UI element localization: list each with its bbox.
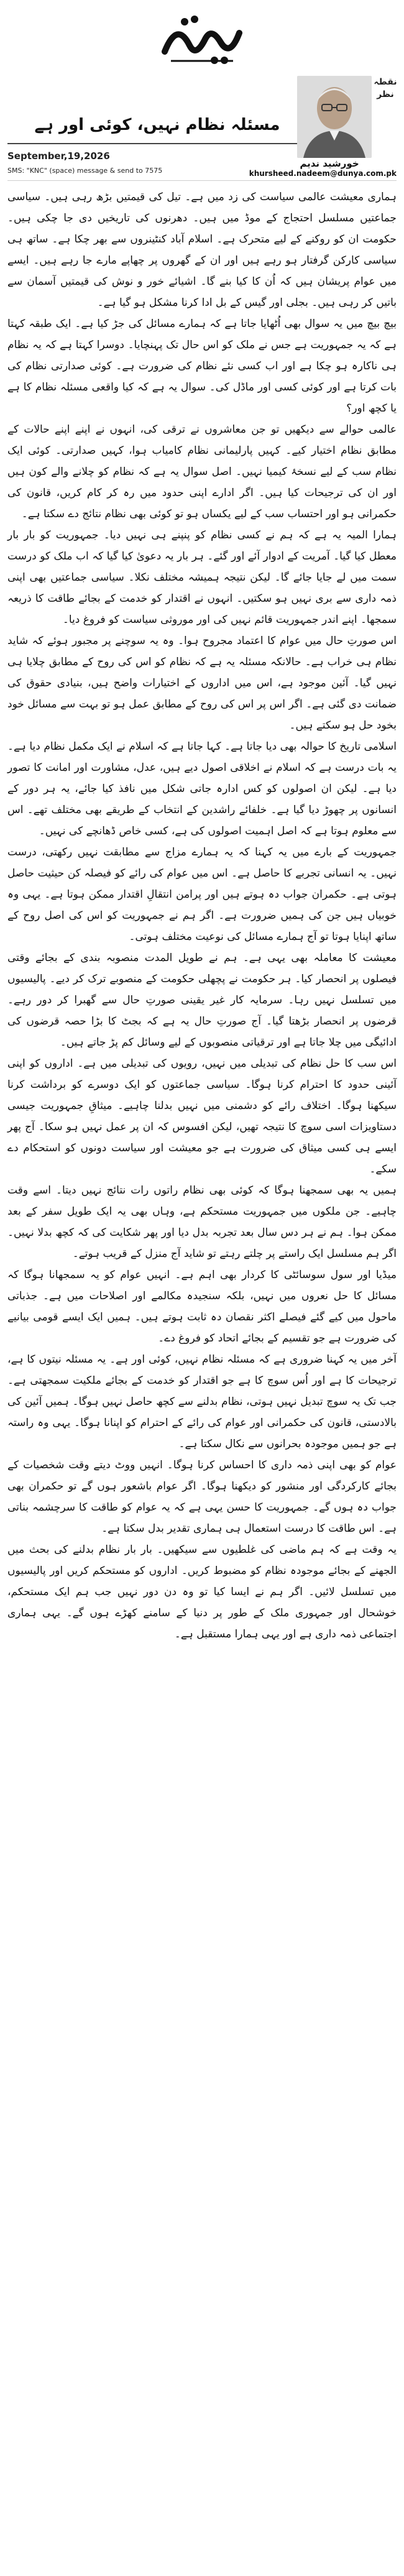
series-logo [374, 77, 397, 152]
author-name: خورشید ندیم [300, 158, 359, 169]
article-paragraph: میڈیا اور سول سوسائٹی کا کردار بھی اہم ہے۔ انہیں عوام کو یہ سمجھانا ہوگا کہ مسائل کا حل نعروں میں نہیں، بلکہ سنجیدہ مکالمے اور اصلاحات میں ہے۔ جذباتی ماحول میں کیے گئے فیصلے اکثر نقصان دہ ثابت ہوتے ہیں۔ ہمیں ایک ایسے قومی بیانیے کی ضرورت ہے جو تقسیم کے بجائے اتحاد کو فروغ دے۔ [7, 1269, 397, 1345]
article-paragraph: عالمی حوالے سے دیکھیں تو جن معاشروں نے ترقی کی، انہوں نے اپنے اپنے حالات کے مطابق نظام اختیار کیے۔ کہیں پارلیمانی نظام کامیاب ہوا، کہیں صدارتی۔ کوئی ایک نظام سب کے لیے نسخۂ کیمیا نہیں۔ اصل سوال یہ ہے کہ نظام کو چلانے والے کون ہیں اور ان کی ترجیحات کیا ہیں۔ اگر ادارے اپنی حدود میں رہ کر کام کریں، قانون کی حکمرانی ہو اور احتساب سب کے لیے یکساں ہو تو کوئی بھی نظام نتائج دے سکتا ہے۔ [7, 423, 397, 520]
column-header [7, 76, 397, 181]
article-paragraph: یہ وقت ہے کہ ہم ماضی کی غلطیوں سے سیکھیں۔ بار بار نظام بدلنے کی بحث میں الجھنے کے بجائے موجودہ نظام کو مضبوط کریں۔ اداروں کو مستحکم کریں اور پالیسیوں میں تسلسل لائیں۔ اگر ہم نے ایسا کیا تو وہ دن دور نہیں جب ہم ایک مستحکم، خوشحال اور جمہوری ملک کے طور پر دنیا کے سامنے کھڑے ہوں گے۔ یہی ہماری اجتماعی ذمہ داری ہے اور یہی ہمارا مستقبل ہے۔ [7, 1543, 397, 1640]
article-paragraph: ہماری معیشت عالمی سیاست کی زد میں ہے۔ تیل کی قیمتیں بڑھ رہی ہیں۔ سیاسی جماعتیں مسلسل احتجاج کے موڈ میں ہیں۔ دھرنوں کی تاریخیں دی جا چکی ہیں۔ حکومت ان کو روکنے کے لیے متحرک ہے۔ اسلام آباد کنٹینروں سے بھر چکا ہے۔ ساتھ ہی سیاسی کارکن گرفتار ہو رہے ہیں اور ان کے گھروں پر چھاپے مارے جا رہے ہیں۔ ایسے میں عوام پریشان ہیں کہ اُن کا کیا بنے گا۔ اشیائے خور و نوش کی قیمتیں آسمان سے باتیں کر رہی ہیں۔ بجلی اور گیس کے بل ادا کرنا مشکل ہو گیا ہے۔ [7, 191, 397, 309]
series-label-line2: نظر [377, 90, 394, 99]
sms-instruction: SMS: "KNC" (space) message & send to 7575 [7, 167, 163, 175]
series-label-line1: نقطہ [374, 77, 397, 87]
column-date: September,19,2026 [7, 150, 110, 162]
article-paragraph: ہمیں یہ بھی سمجھنا ہوگا کہ کوئی بھی نظام راتوں رات نتائج نہیں دیتا۔ اسے وقت چاہیے۔ جن ملکوں میں جمہوریت مستحکم ہے، وہاں بھی یہ ایک طویل سفر کے بعد ممکن ہوا۔ ہم نے ہر دس سال بعد تجربہ بدل دیا اور پھر شکایت کی کہ کچھ بدلا نہیں۔ اگر ہم مسلسل ایک راستے پر چلتے رہتے تو شاید آج منزل کے قریب ہوتے۔ [7, 1184, 397, 1260]
article-paragraph: عوام کو بھی اپنی ذمہ داری کا احساس کرنا ہوگا۔ انہیں ووٹ دیتے وقت شخصیات کے بجائے کارکردگی اور منشور کو دیکھنا ہوگا۔ اگر عوام باشعور ہوں گے تو حکمران بھی جواب دہ ہوں گے۔ جمہوریت کا حسن یہی ہے کہ یہ عوام کو طاقت کا سرچشمہ بناتی ہے۔ اس طاقت کا درست استعمال ہی ہماری تقدیر بدل سکتا ہے۔ [7, 1459, 397, 1535]
author-email: khursheed.nadeem@dunya.com.pk [249, 169, 397, 178]
newspaper-logo-seal [152, 8, 252, 70]
article-paragraph: اس سب کا حل نظام کی تبدیلی میں نہیں، رویوں کی تبدیلی میں ہے۔ اداروں کو اپنی آئینی حدود کا احترام کرنا ہوگا۔ سیاسی جماعتوں کو ایک دوسرے کو برداشت کرنا سیکھنا ہوگا۔ اختلاف رائے کو دشمنی میں نہیں بدلنا چاہیے۔ میثاقِ جمہوریت جیسی دستاویزات اسی سوچ کا نتیجہ تھیں، لیکن افسوس کہ ان پر عمل نہیں ہو سکا۔ آج پھر ایسے ہی کسی میثاق کی ضرورت ہے جو معیشت اور سیاست دونوں کو استحکام دے سکے۔ [7, 1057, 397, 1175]
author-photo [297, 76, 372, 158]
article-paragraph: ہمارا المیہ یہ ہے کہ ہم نے کسی نظام کو پنپنے ہی نہیں دیا۔ جمہوریت کو بار بار معطل کیا گیا۔ آمریت کے ادوار آئے اور گئے۔ ہر بار یہ دعویٰ کیا گیا کہ اب ملک کو درست سمت میں لے جایا جائے گا۔ لیکن نتیجہ ہمیشہ مختلف نکلا۔ سیاسی جماعتیں بھی اپنی ذمہ داری سے بری نہیں ہو سکتیں۔ انہوں نے اقتدار کو خدمت کے بجائے طاقت کا ذریعہ سمجھا۔ اپنے اندر جمہوریت قائم نہیں کی اور موروثی سیاست کو فروغ دیا۔ [7, 529, 397, 626]
column-title: مسئلہ نظام نہیں، کوئی اور ہے [34, 116, 280, 134]
article-paragraph: اسلامی تاریخ کا حوالہ بھی دیا جاتا ہے۔ کہا جاتا ہے کہ اسلام نے ایک مکمل نظام دیا ہے۔ یہ بات درست ہے کہ اسلام نے اخلاقی اصول دیے ہیں، عدل، مشاورت اور امانت کا تصور دیا ہے۔ لیکن ان اصولوں کو کس ادارہ جاتی شکل میں نافذ کیا جائے، یہ ہر دور کے انسانوں پر چھوڑ دیا گیا ہے۔ خلفائے راشدین کے انتخاب کے طریقے بھی مختلف تھے۔ اس سے معلوم ہوتا ہے کہ اصل اہمیت اصولوں کی ہے، کسی خاص ڈھانچے کی نہیں۔ [7, 740, 397, 837]
article-paragraph: اس صورتِ حال میں عوام کا اعتماد مجروح ہوا۔ وہ یہ سوچنے پر مجبور ہوئے کہ شاید نظام ہی خراب ہے۔ حالانکہ مسئلہ یہ ہے کہ نظام کو اس کی روح کے مطابق چلایا ہی نہیں گیا۔ آئین موجود ہے، اس میں اداروں کے اختیارات واضح ہیں، بنیادی حقوق کی ضمانت دی گئی ہے۔ اگر اس پر اس کی روح کے مطابق عمل ہو تو بہت سے مسائل خود بخود حل ہو سکتے ہیں۔ [7, 635, 397, 732]
article-body [7, 186, 397, 1645]
article-paragraph: آخر میں یہ کہنا ضروری ہے کہ مسئلہ نظام نہیں، کوئی اور ہے۔ یہ مسئلہ نیتوں کا ہے، ترجیحات کا ہے اور اُس سوچ کا ہے جو اقتدار کو خدمت کے بجائے ملکیت سمجھتی ہے۔ جب تک یہ سوچ تبدیل نہیں ہوتی، نظام بدلنے سے کچھ حاصل نہیں ہوگا۔ ہمیں آئین کی بالادستی، قانون کی حکمرانی اور عوام کی رائے کے احترام کو اپنانا ہوگا۔ یہی وہ راستہ ہے جو ہمیں موجودہ بحرانوں سے نکال سکتا ہے۔ [7, 1353, 397, 1450]
article-paragraph: جمہوریت کے بارے میں یہ کہنا کہ یہ ہمارے مزاج سے مطابقت نہیں رکھتی، درست نہیں۔ یہ انسانی تجربے کا حاصل ہے۔ اس میں عوام کی رائے کو فیصلہ کن حیثیت حاصل ہوتی ہے۔ حکمران جواب دہ ہوتے ہیں اور پرامن انتقالِ اقتدار ممکن ہوتا ہے۔ یہی وہ خوبیاں ہیں جن کی ہمیں ضرورت ہے۔ اگر ہم نے جمہوریت کو اس کی اصل روح کے ساتھ اپنایا ہوتا تو آج ہمارے مسائل کی نوعیت مختلف ہوتی۔ [7, 846, 397, 943]
title-divider [7, 143, 297, 144]
article-paragraph: معیشت کا معاملہ بھی یہی ہے۔ ہم نے طویل المدت منصوبہ بندی کے بجائے وقتی فیصلوں پر انحصار کیا۔ ہر حکومت نے پچھلی حکومت کے منصوبے ترک کر دیے۔ پالیسیوں میں تسلسل نہیں رہا۔ سرمایہ کار غیر یقینی صورتِ حال سے گھبرا کر دور رہے۔ قرضوں پر انحصار بڑھتا گیا۔ آج صورتِ حال یہ ہے کہ بجٹ کا بڑا حصہ قرضوں کی ادائیگی میں چلا جاتا ہے اور ترقیاتی منصوبوں کے لیے وسائل کم پڑ جاتے ہیں۔ [7, 952, 397, 1049]
author-portrait [297, 76, 372, 158]
article-paragraph: بیچ بیچ میں یہ سوال بھی اُٹھایا جاتا ہے کہ ہمارے مسائل کی جڑ کیا ہے۔ ایک طبقہ کہتا ہے کہ یہ جمہوریت ہے جس نے ملک کو اس حال تک پہنچایا۔ دوسرا کہتا ہے کہ یہ نظام ہی ناکارہ ہو چکا ہے اور اب کسی نئے نظام کی ضرورت ہے۔ کوئی صدارتی نظام کی بات کرتا ہے اور کوئی کسی اور ماڈل کی۔ سوال یہ ہے کہ کیا واقعی مسئلہ نظام کا ہے یا کچھ اور؟ [7, 318, 397, 415]
newspaper-logo [149, 5, 255, 73]
